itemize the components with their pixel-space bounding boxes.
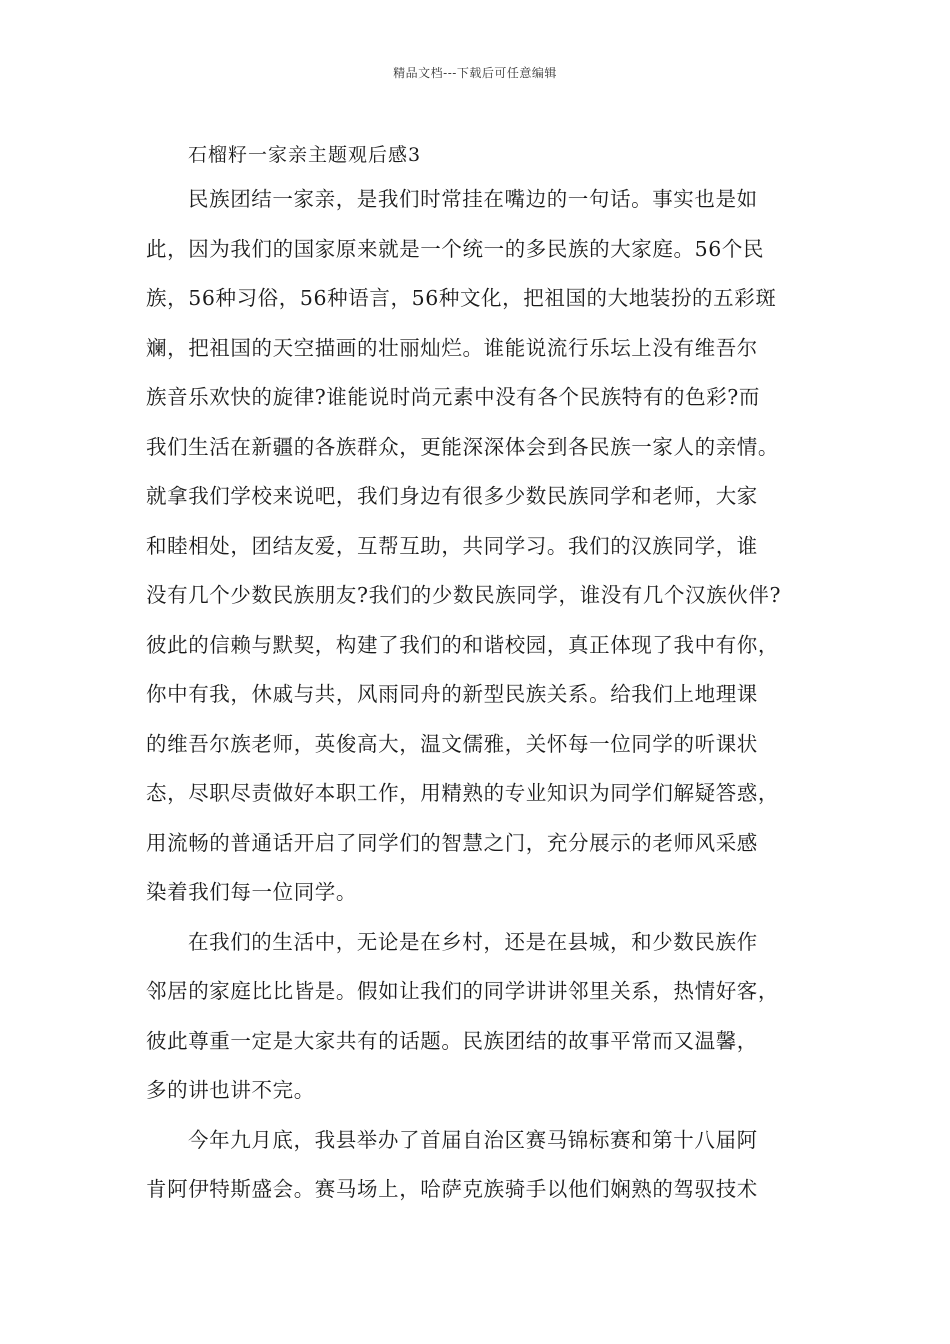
text-line: 态，尽职尽责做好本职工作，用精熟的专业知识为同学们解疑答惑， bbox=[146, 781, 779, 805]
text-line: 彼此尊重一定是大家共有的话题。民族团结的故事平常而又温馨， bbox=[146, 1028, 758, 1053]
document-body bbox=[146, 183, 826, 1223]
text-line: 族音乐欢快的旋律?谁能说时尚元素中没有各个民族特有的色彩?而 bbox=[146, 385, 760, 409]
text-line: 没有几个少数民族朋友?我们的少数民族同学，谁没有几个汉族伙伴? bbox=[146, 583, 782, 607]
text-line: 族，56种习俗，56种语言，56种文化，把祖国的大地装扮的五彩斑 bbox=[146, 286, 777, 310]
text-line: 邻居的家庭比比皆是。假如让我们的同学讲讲邻里关系，热情好客， bbox=[146, 979, 779, 1003]
text-line: 和睦相处，团结友爱，互帮互助，共同学习。我们的汉族同学，谁 bbox=[146, 533, 758, 558]
text-line: 今年九月底，我县举办了首届自治区赛马锦标赛和第十八届阿 bbox=[188, 1127, 758, 1152]
document-title: 石榴籽一家亲主题观后感3 bbox=[188, 144, 422, 166]
text-line: 用流畅的普通话开启了同学们的智慧之门，充分展示的老师风采感 bbox=[146, 830, 758, 855]
text-line: 染着我们每一位同学。 bbox=[146, 880, 357, 904]
text-line: 你中有我，休戚与共，风雨同舟的新型民族关系。给我们上地理课 bbox=[146, 682, 758, 706]
text-line: 斓，把祖国的天空描画的壮丽灿烂。谁能说流行乐坛上没有维吾尔 bbox=[146, 335, 758, 360]
text-line: 民族团结一家亲，是我们时常挂在嘴边的一句话。事实也是如 bbox=[188, 187, 758, 211]
header-note: 精品文档---下载后可任意编辑 bbox=[393, 66, 557, 80]
text-line: 在我们的生活中，无论是在乡村，还是在县城，和少数民族作 bbox=[188, 929, 758, 954]
text-line: 彼此的信赖与默契，构建了我们的和谐校园，真正体现了我中有你， bbox=[146, 632, 779, 657]
text-line: 多的讲也讲不完。 bbox=[146, 1078, 315, 1102]
text-line: 肯阿伊特斯盛会。赛马场上，哈萨克族骑手以他们娴熟的驾驭技术 bbox=[146, 1177, 758, 1201]
text-line: 我们生活在新疆的各族群众，更能深深体会到各民族一家人的亲情。 bbox=[146, 434, 779, 459]
text-line: 此，因为我们的国家原来就是一个统一的多民族的大家庭。56个民 bbox=[146, 236, 765, 261]
text-line: 的维吾尔族老师，英俊高大，温文儒雅，关怀每一位同学的听课状 bbox=[146, 731, 758, 756]
text-line: 就拿我们学校来说吧，我们身边有很多少数民族同学和老师，大家 bbox=[146, 484, 758, 508]
